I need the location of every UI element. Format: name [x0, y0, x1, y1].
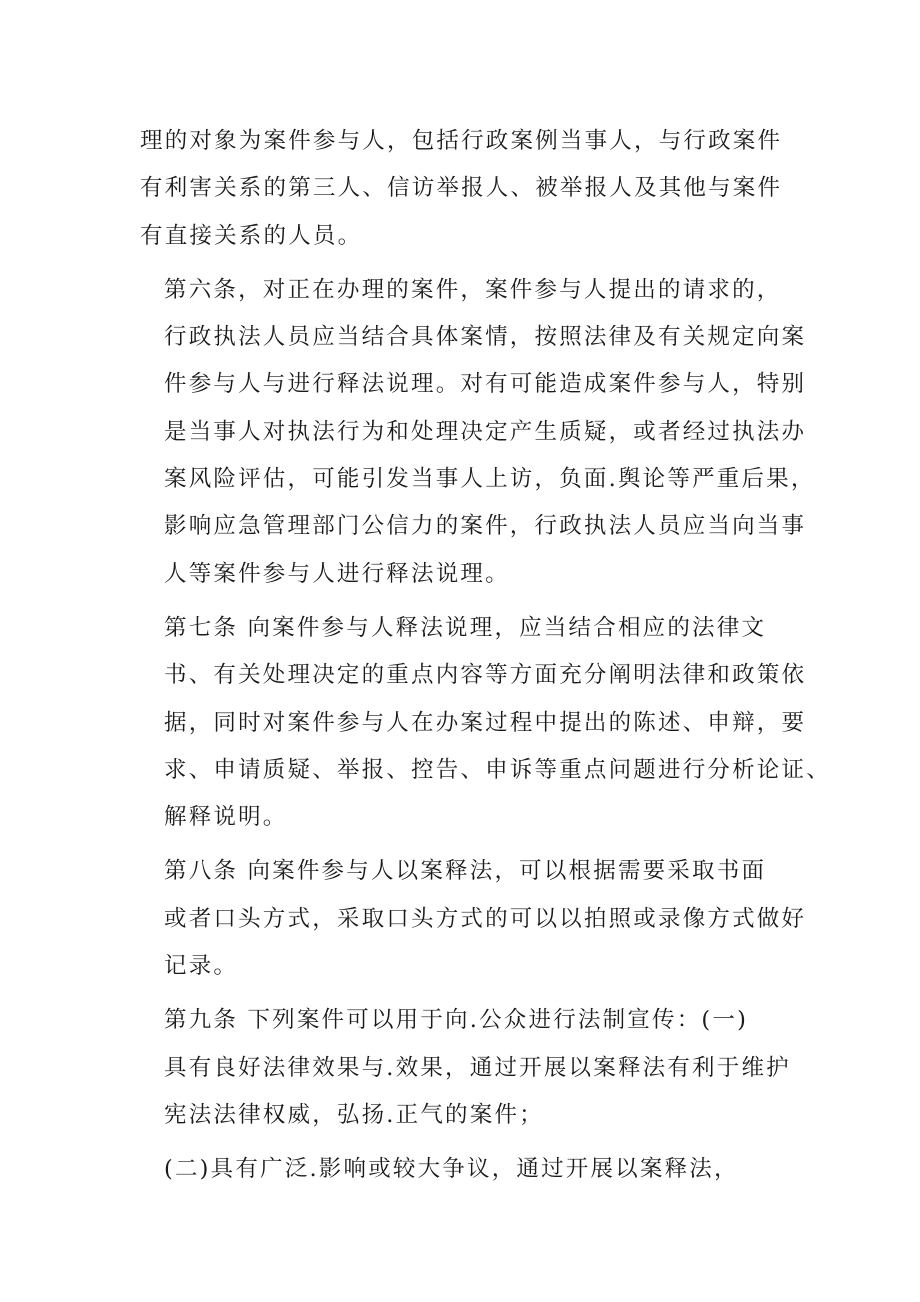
- text-line: 有利害关系的第三人、信访举报人、被举报人及其他与案件: [140, 175, 783, 202]
- text-line: (二)具有广泛.影响或较大争议，通过开展以案释法，: [164, 1156, 739, 1183]
- text-line: 是当事人对执法行为和处理决定产生质疑，或者经过执法办: [164, 418, 807, 445]
- text-line: 件参与人与进行释法说理。对有可能造成案件参与人，特别: [164, 371, 807, 398]
- paragraph: [140, 997, 800, 1139]
- text-line: 宪法法律权威，弘扬.正气的案件；: [164, 1101, 544, 1128]
- text-line: 据，同时对案件参与人在办案过程中提出的陈述、申辩，要: [164, 709, 807, 736]
- text-line: 记录。: [164, 953, 239, 980]
- text-line: 第八条 向案件参与人以案释法，可以根据需要采取书面: [164, 858, 767, 885]
- text-line: 第六条，对正在办理的案件，案件参与人提出的请求的，: [164, 276, 782, 303]
- paragraph: [140, 267, 816, 598]
- text-line: 行政执法人员应当结合具体案情，按照法律及有关规定向案: [164, 324, 807, 351]
- document-body: [140, 118, 831, 1194]
- text-line: 影响应急管理部门公信力的案件，行政执法人员应当向当事: [164, 513, 807, 540]
- text-line: 案风险评估，可能引发当事人上访，负面.舆论等严重后果，: [164, 466, 816, 493]
- text-line: 理的对象为案件参与人，包括行政案例当事人，与行政案件: [140, 128, 783, 154]
- text-line: 解释说明。: [164, 804, 288, 831]
- text-line: 有直接关系的人员。: [140, 222, 363, 249]
- text-line: 第七条 向案件参与人释法说理，应当结合相应的法律文: [164, 614, 767, 641]
- paragraph: [140, 1146, 800, 1193]
- text-line: 具有良好法律效果与.效果，通过开展以案释法有利于维护: [164, 1054, 791, 1081]
- text-line: 或者口头方式，采取口头方式的可以以拍照或录像方式做好: [164, 905, 807, 932]
- text-line: 求、申请质疑、举报、控告、申诉等重点问题进行分析论证、: [164, 756, 831, 783]
- text-line: 第九条 下列案件可以用于向.公众进行法制宣传：(一): [164, 1007, 749, 1034]
- paragraph: [140, 118, 800, 260]
- paragraph: [140, 605, 831, 841]
- paragraph: [140, 848, 807, 990]
- text-line: 人等案件参与人进行释法说理。: [164, 560, 510, 587]
- text-line: 书、有关处理决定的重点内容等方面充分阐明法律和政策依: [164, 662, 807, 689]
